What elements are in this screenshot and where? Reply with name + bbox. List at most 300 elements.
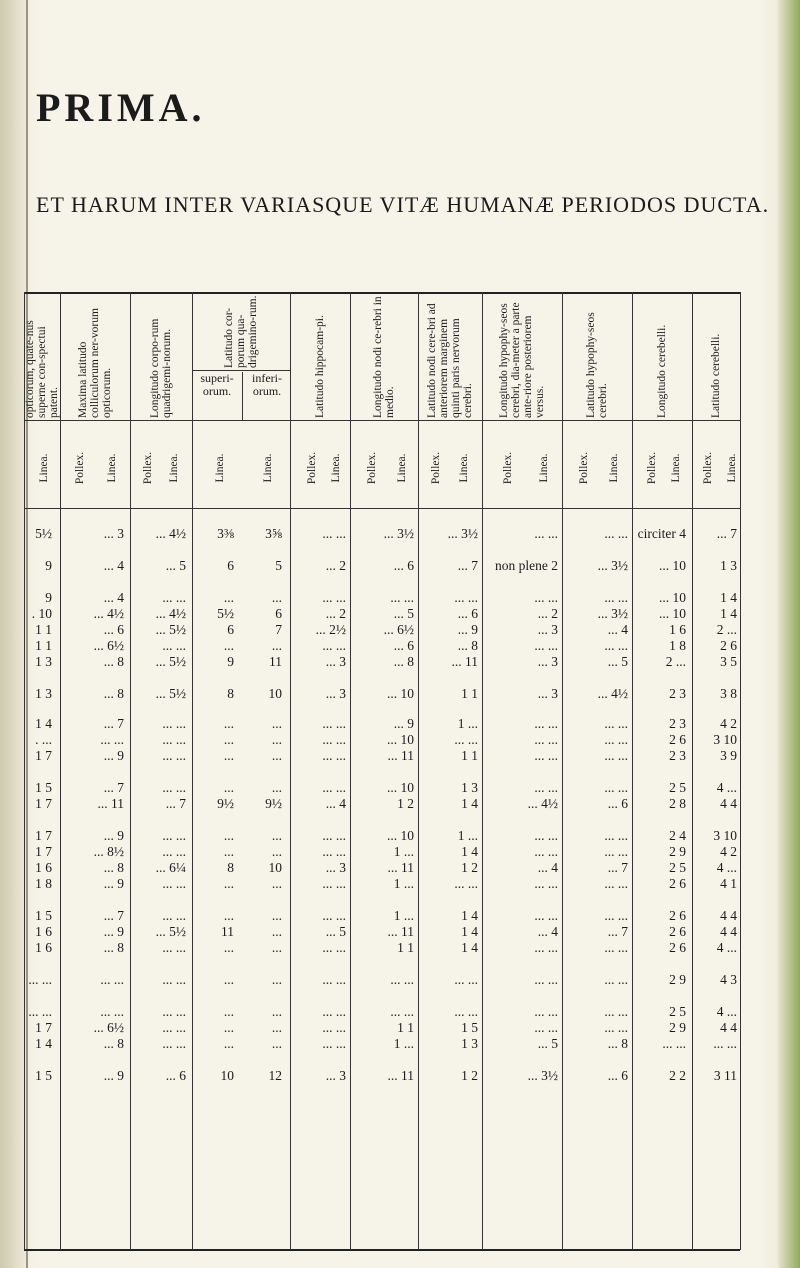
table-cell: ... 3 — [537, 686, 558, 701]
table-cell: ... 9 — [103, 924, 124, 939]
table-cell: ... 6 — [607, 1068, 628, 1083]
table-cell: 4 ... — [716, 780, 737, 795]
table-cell: ... 4 — [607, 622, 628, 637]
table-cell: 2 9 — [669, 844, 686, 859]
table-cell: ... ... — [604, 876, 628, 891]
table-cell: ... ... — [454, 972, 478, 987]
table-cell: ... — [223, 828, 234, 843]
table-cell: ... ... — [534, 828, 558, 843]
table-cell: 1 ... — [393, 1036, 414, 1051]
table-cell: ... — [223, 908, 234, 923]
unit-label: Linea. — [168, 453, 180, 483]
table-cell: ... ... — [604, 1020, 628, 1035]
table-cell: ... — [271, 876, 282, 891]
unit-label: Linea. — [726, 453, 738, 483]
table-cell: ... 5 — [607, 654, 628, 669]
table-cell: 1 ... — [457, 828, 478, 843]
table-cell: ... ... — [604, 844, 628, 859]
table-cell: ... ... — [322, 732, 346, 747]
table-cell: ... ... — [322, 590, 346, 605]
table-cell: ... 10 — [659, 558, 686, 573]
table-cell: ... — [223, 844, 234, 859]
table-cell: ... 6 — [165, 1068, 186, 1083]
table-cell: 2 4 — [669, 828, 686, 843]
table-cell: 4 ... — [716, 940, 737, 955]
table-cell: 1 3 — [720, 558, 737, 573]
column-divider — [692, 292, 693, 1250]
table-cell: ... ... — [604, 940, 628, 955]
unit-label: Pollex. — [702, 451, 714, 485]
table-cell: ... 10 — [387, 780, 414, 795]
measurement-table — [24, 292, 740, 1250]
unit-label: Pollex. — [578, 451, 590, 485]
table-cell: ... 8 — [607, 1036, 628, 1051]
table-cell: 11 — [269, 654, 282, 669]
table-cell: 4 4 — [720, 1020, 737, 1035]
column-header — [418, 292, 482, 420]
table-cell: 9½ — [265, 796, 282, 811]
table-cell: 2 ... — [665, 654, 686, 669]
page-subtitle: ET HARUM INTER VARIASQUE VITÆ HUMANÆ PERIODOS DUCTA. — [36, 192, 770, 217]
table-cell: 2 2 — [669, 1068, 686, 1083]
table-cell: ... — [271, 924, 282, 939]
table-cell: ... ... — [322, 844, 346, 859]
table-cell: ... 7 — [165, 796, 186, 811]
table-cell: 1 8 — [669, 638, 686, 653]
table-cell: ... ... — [454, 876, 478, 891]
table-cell: 10 — [220, 1068, 234, 1083]
table-cell: ... ... — [534, 876, 558, 891]
table-cell: ... 2 — [325, 606, 346, 621]
table-cell: ... ... — [162, 940, 186, 955]
table-cell: ... 3 — [537, 622, 558, 637]
table-cell: ... 6 — [393, 558, 414, 573]
table-cell: 4 4 — [720, 908, 737, 923]
table-cell: 1 7 — [35, 796, 52, 811]
table-cell: 3 9 — [720, 748, 737, 763]
table-cell: ... 5 — [325, 924, 346, 939]
column-divider — [350, 292, 351, 1250]
table-cell: ... ... — [162, 638, 186, 653]
table-cell: ... 4½ — [93, 606, 124, 621]
table-cell: ... 4½ — [155, 606, 186, 621]
table-cell: 6 — [227, 622, 234, 637]
table-cell: 2 5 — [669, 860, 686, 875]
table-cell: ... ... — [534, 638, 558, 653]
column-header-label: Longitudo cerebelli. — [656, 324, 668, 418]
table-cell: ... ... — [162, 828, 186, 843]
table-cell: ... 4 — [537, 860, 558, 875]
unit-label: Linea. — [538, 453, 550, 483]
table-cell: ... ... — [322, 1036, 346, 1051]
table-cell: ... ... — [28, 1004, 52, 1019]
table-cell: 1 1 — [397, 940, 414, 955]
table-cell: 4 2 — [720, 716, 737, 731]
table-cell: ... 3½ — [383, 526, 414, 541]
table-cell: ... 8 — [103, 860, 124, 875]
table-cell: ... 6½ — [93, 638, 124, 653]
table-cell: ... ... — [534, 908, 558, 923]
table-cell: ... 8 — [103, 654, 124, 669]
table-cell: ... ... — [604, 590, 628, 605]
table-cell: 1 1 — [35, 622, 52, 637]
unit-label: Linea. — [330, 453, 342, 483]
column-header-label: Maxima latitudo colliculorum ner-vorum opticorum. — [77, 308, 113, 418]
table-cell: 5½ — [35, 526, 52, 541]
table-cell: ... — [271, 748, 282, 763]
table-cell: ... ... — [390, 590, 414, 605]
table-cell: ... — [271, 940, 282, 955]
table-cell: 1 6 — [669, 622, 686, 637]
table-cell: ... 6¼ — [155, 860, 186, 875]
table-cell: ... ... — [534, 590, 558, 605]
unit-label: Pollex. — [430, 451, 442, 485]
table-cell: ... 11 — [97, 796, 124, 811]
table-cell: 1 4 — [461, 924, 478, 939]
table-cell: 4 4 — [720, 924, 737, 939]
table-cell: 1 1 — [35, 638, 52, 653]
table-cell: 1 4 — [720, 590, 737, 605]
column-divider — [192, 292, 193, 1250]
table-cell: ... ... — [534, 940, 558, 955]
table-cell: 2 6 — [669, 924, 686, 939]
table-cell: ... ... — [604, 780, 628, 795]
unit-label: Linea. — [670, 453, 682, 483]
table-cell: ... 5½ — [155, 622, 186, 637]
page-gutter — [0, 0, 26, 1268]
table-cell: 1 3 — [461, 780, 478, 795]
column-header-label: Latitudo cor-porum qua-drigemino-rum. — [223, 295, 259, 368]
table-cell: 1 3 — [35, 686, 52, 701]
table-cell: ... 3 — [537, 654, 558, 669]
table-cell: ... — [271, 590, 282, 605]
table-cell: ... 8 — [457, 638, 478, 653]
table-cell: 1 ... — [393, 908, 414, 923]
table-cell: ... 5 — [537, 1036, 558, 1051]
table-cell: 1 4 — [35, 1036, 52, 1051]
table-cell: 1 6 — [35, 924, 52, 939]
table-cell: ... ... — [322, 1020, 346, 1035]
table-cell: 1 6 — [35, 940, 52, 955]
table-cell: ... ... — [604, 828, 628, 843]
table-cell: 4 2 — [720, 844, 737, 859]
table-cell: ... 5½ — [155, 654, 186, 669]
table-cell: 1 4 — [461, 796, 478, 811]
table-cell: ... 4½ — [597, 686, 628, 701]
table-cell: 2 5 — [669, 1004, 686, 1019]
table-cell: ... ... — [713, 1036, 737, 1051]
column-subheader: inferi-orum. — [252, 371, 282, 398]
table-cell: 2 6 — [720, 638, 737, 653]
table-cell: 3 5 — [720, 654, 737, 669]
table-cell: ... ... — [390, 1004, 414, 1019]
table-cell: ... 3 — [103, 526, 124, 541]
table-cell: 4 ... — [716, 1004, 737, 1019]
table-cell: ... ... — [390, 972, 414, 987]
table-cell: ... 11 — [387, 1068, 414, 1083]
table-cell: ... ... — [322, 908, 346, 923]
table-cell: . ... — [35, 732, 52, 747]
table-cell: 4 1 — [720, 876, 737, 891]
table-cell: ... — [223, 748, 234, 763]
table-cell: ... 7 — [103, 716, 124, 731]
unit-label: Pollex. — [74, 451, 86, 485]
table-cell: 4 3 — [720, 972, 737, 987]
table-cell: ... ... — [604, 748, 628, 763]
column-header-label: opticorum, quate-nus superne con-spectui patent. — [24, 320, 60, 418]
unit-label: Linea. — [396, 453, 408, 483]
table-cell: 1 2 — [397, 796, 414, 811]
table-cell: 9 — [45, 558, 52, 573]
table-cell: 1 1 — [461, 748, 478, 763]
table-cell: ... 4 — [537, 924, 558, 939]
table-cell: ... 9 — [103, 748, 124, 763]
table-cell: ... ... — [604, 972, 628, 987]
table-cell: ... ... — [162, 844, 186, 859]
table-cell: ... ... — [322, 748, 346, 763]
table-cell: ... 4 — [103, 590, 124, 605]
column-divider — [290, 292, 291, 1250]
table-cell: ... 8½ — [93, 844, 124, 859]
table-cell: ... ... — [322, 638, 346, 653]
table-cell: ... 6½ — [93, 1020, 124, 1035]
table-cell: 12 — [268, 1068, 282, 1083]
table-cell: ... — [271, 828, 282, 843]
table-cell: ... ... — [162, 780, 186, 795]
table-cell: 1 ... — [393, 876, 414, 891]
table-cell: 1 1 — [461, 686, 478, 701]
page-edge-binding — [778, 0, 800, 1268]
table-cell: ... 3 — [325, 860, 346, 875]
table-cell: ... ... — [534, 1020, 558, 1035]
column-divider — [60, 292, 61, 1250]
table-cell: ... 6 — [103, 622, 124, 637]
table-cell: ... 5½ — [155, 686, 186, 701]
table-cell: ... 9 — [103, 876, 124, 891]
table-cell: 1 ... — [393, 844, 414, 859]
table-cell: 1 5 — [35, 1068, 52, 1083]
column-divider — [418, 292, 419, 1250]
table-cell: 2 3 — [669, 748, 686, 763]
table-cell: 1 4 — [720, 606, 737, 621]
table-cell: ... ... — [162, 876, 186, 891]
table-cell: 6 — [275, 606, 282, 621]
table-cell: 2 6 — [669, 732, 686, 747]
table-cell: 1 5 — [461, 1020, 478, 1035]
table-cell: 3 10 — [713, 732, 737, 747]
table-cell: 2 9 — [669, 1020, 686, 1035]
table-cell: ... ... — [604, 1004, 628, 1019]
column-header-label: Longitudo hypophy-seos cerebri, dia-meter a parte ante-riore posteriorem versus. — [498, 302, 546, 418]
column-header — [130, 292, 192, 420]
table-cell: ... 5½ — [155, 924, 186, 939]
table-cell: ... — [223, 972, 234, 987]
table-left-rule — [24, 292, 25, 1250]
column-subheader: superi-orum. — [200, 371, 234, 398]
unit-label: Pollex. — [306, 451, 318, 485]
table-cell: 10 — [268, 860, 282, 875]
table-cell: ... 5 — [165, 558, 186, 573]
page-title: PRIMA. — [36, 85, 206, 130]
column-header — [350, 292, 418, 420]
table-cell: ... — [271, 732, 282, 747]
table-cell: 1 4 — [35, 716, 52, 731]
table-cell: ... 10 — [659, 606, 686, 621]
table-cell: 3 8 — [720, 686, 737, 701]
table-cell: 5 — [275, 558, 282, 573]
table-cell: ... — [271, 1004, 282, 1019]
table-cell: ... — [223, 1004, 234, 1019]
table-cell: ... 7 — [103, 780, 124, 795]
unit-label: Pollex. — [646, 451, 658, 485]
table-cell: 1 6 — [35, 860, 52, 875]
table-cell: ... 7 — [607, 924, 628, 939]
table-cell: ... — [223, 590, 234, 605]
table-cell: ... ... — [534, 972, 558, 987]
table-cell: 1 3 — [461, 1036, 478, 1051]
column-divider — [632, 292, 633, 1250]
table-cell: ... 3½ — [527, 1068, 558, 1083]
table-cell: ... — [223, 638, 234, 653]
table-cell: ... — [271, 972, 282, 987]
column-header — [482, 292, 562, 420]
table-cell: ... ... — [100, 732, 124, 747]
table-cell: 11 — [221, 924, 234, 939]
table-cell: ... 9 — [393, 716, 414, 731]
unit-label: Linea. — [214, 453, 226, 483]
table-cell: ... ... — [322, 780, 346, 795]
table-cell: 2 5 — [669, 780, 686, 795]
column-divider — [562, 292, 563, 1250]
unit-label: Linea. — [106, 453, 118, 483]
table-cell: ... — [271, 1036, 282, 1051]
unit-label: Linea. — [38, 453, 50, 483]
table-cell: ... 2 — [325, 558, 346, 573]
table-cell: 2 8 — [669, 796, 686, 811]
table-cell: ... ... — [162, 748, 186, 763]
table-cell: 4 4 — [720, 796, 737, 811]
table-cell: 1 5 — [35, 908, 52, 923]
table-cell: ... 2 — [537, 606, 558, 621]
column-header — [692, 292, 740, 420]
unit-label: Pollex. — [366, 451, 378, 485]
table-cell: 7 — [275, 622, 282, 637]
table-cell: ... — [223, 876, 234, 891]
table-cell: ... ... — [604, 716, 628, 731]
column-divider — [482, 292, 483, 1250]
table-cell: ... 10 — [387, 686, 414, 701]
table-cell: 1 7 — [35, 844, 52, 859]
table-cell: ... ... — [322, 828, 346, 843]
table-cell: ... ... — [604, 526, 628, 541]
unit-label: Linea. — [458, 453, 470, 483]
table-cell: ... 8 — [393, 654, 414, 669]
table-cell: ... — [271, 638, 282, 653]
table-cell: non plene 2 — [495, 558, 558, 573]
table-cell: ... 11 — [451, 654, 478, 669]
table-cell: ... ... — [162, 908, 186, 923]
column-header-label: Longitudo corpo-rum quadrigemi-norum. — [149, 318, 173, 418]
table-cell: 3 11 — [713, 1068, 737, 1083]
table-cell: 6 — [227, 558, 234, 573]
column-header — [562, 292, 632, 420]
table-cell: ... 3½ — [597, 558, 628, 573]
table-cell: ... ... — [162, 1036, 186, 1051]
table-cell: ... ... — [162, 972, 186, 987]
table-cell: ... 9 — [103, 828, 124, 843]
column-header — [192, 292, 290, 370]
table-cell: 1 7 — [35, 828, 52, 843]
table-cell: ... — [271, 908, 282, 923]
table-cell: ... ... — [454, 732, 478, 747]
table-cell: ... ... — [322, 1004, 346, 1019]
table-cell: ... — [271, 716, 282, 731]
subcolumn-divider — [242, 372, 243, 420]
table-cell: 2 3 — [669, 686, 686, 701]
table-cell: 4 ... — [716, 860, 737, 875]
table-cell: ... ... — [322, 876, 346, 891]
table-cell: ... 6 — [393, 638, 414, 653]
table-cell: 3⅝ — [265, 526, 282, 541]
table-cell: ... 6½ — [383, 622, 414, 637]
table-cell: ... ... — [322, 526, 346, 541]
table-cell: 10 — [268, 686, 282, 701]
table-cell: 1 1 — [397, 1020, 414, 1035]
table-cell: ... 6 — [607, 796, 628, 811]
table-cell: 1 4 — [461, 908, 478, 923]
table-cell: 1 8 — [35, 876, 52, 891]
table-cell: 9½ — [217, 796, 234, 811]
table-cell: ... — [223, 1020, 234, 1035]
table-cell: ... 9 — [103, 1068, 124, 1083]
table-cell: 3 10 — [713, 828, 737, 843]
table-cell: 1 7 — [35, 748, 52, 763]
table-cell: 9 — [227, 654, 234, 669]
table-cell: ... 11 — [387, 748, 414, 763]
table-cell: ... 2½ — [315, 622, 346, 637]
table-cell: ... 8 — [103, 686, 124, 701]
table-cell: ... 4½ — [527, 796, 558, 811]
table-cell: ... ... — [534, 780, 558, 795]
table-cell: ... 7 — [457, 558, 478, 573]
table-cell: ... ... — [534, 844, 558, 859]
table-cell: ... ... — [100, 972, 124, 987]
table-cell: ... — [223, 1036, 234, 1051]
table-cell: 2 9 — [669, 972, 686, 987]
table-cell: ... ... — [454, 1004, 478, 1019]
column-divider — [130, 292, 131, 1250]
table-cell: ... 11 — [387, 860, 414, 875]
table-cell: ... — [223, 780, 234, 795]
table-cell: ... ... — [162, 590, 186, 605]
table-cell: . 10 — [31, 606, 52, 621]
table-cell: ... ... — [662, 1036, 686, 1051]
table-right-rule — [740, 292, 741, 1250]
table-cell: ... ... — [162, 716, 186, 731]
table-cell: ... 11 — [387, 924, 414, 939]
table-cell: ... 8 — [103, 940, 124, 955]
table-cell: ... 10 — [659, 590, 686, 605]
table-cell: ... 4 — [103, 558, 124, 573]
table-cell: ... ... — [534, 1004, 558, 1019]
table-cell: ... 7 — [716, 526, 737, 541]
table-cell: ... 3½ — [597, 606, 628, 621]
table-cell: ... 6 — [457, 606, 478, 621]
table-cell: 2 6 — [669, 940, 686, 955]
table-cell: ... 9 — [457, 622, 478, 637]
table-cell: ... ... — [322, 940, 346, 955]
table-cell: 5½ — [217, 606, 234, 621]
